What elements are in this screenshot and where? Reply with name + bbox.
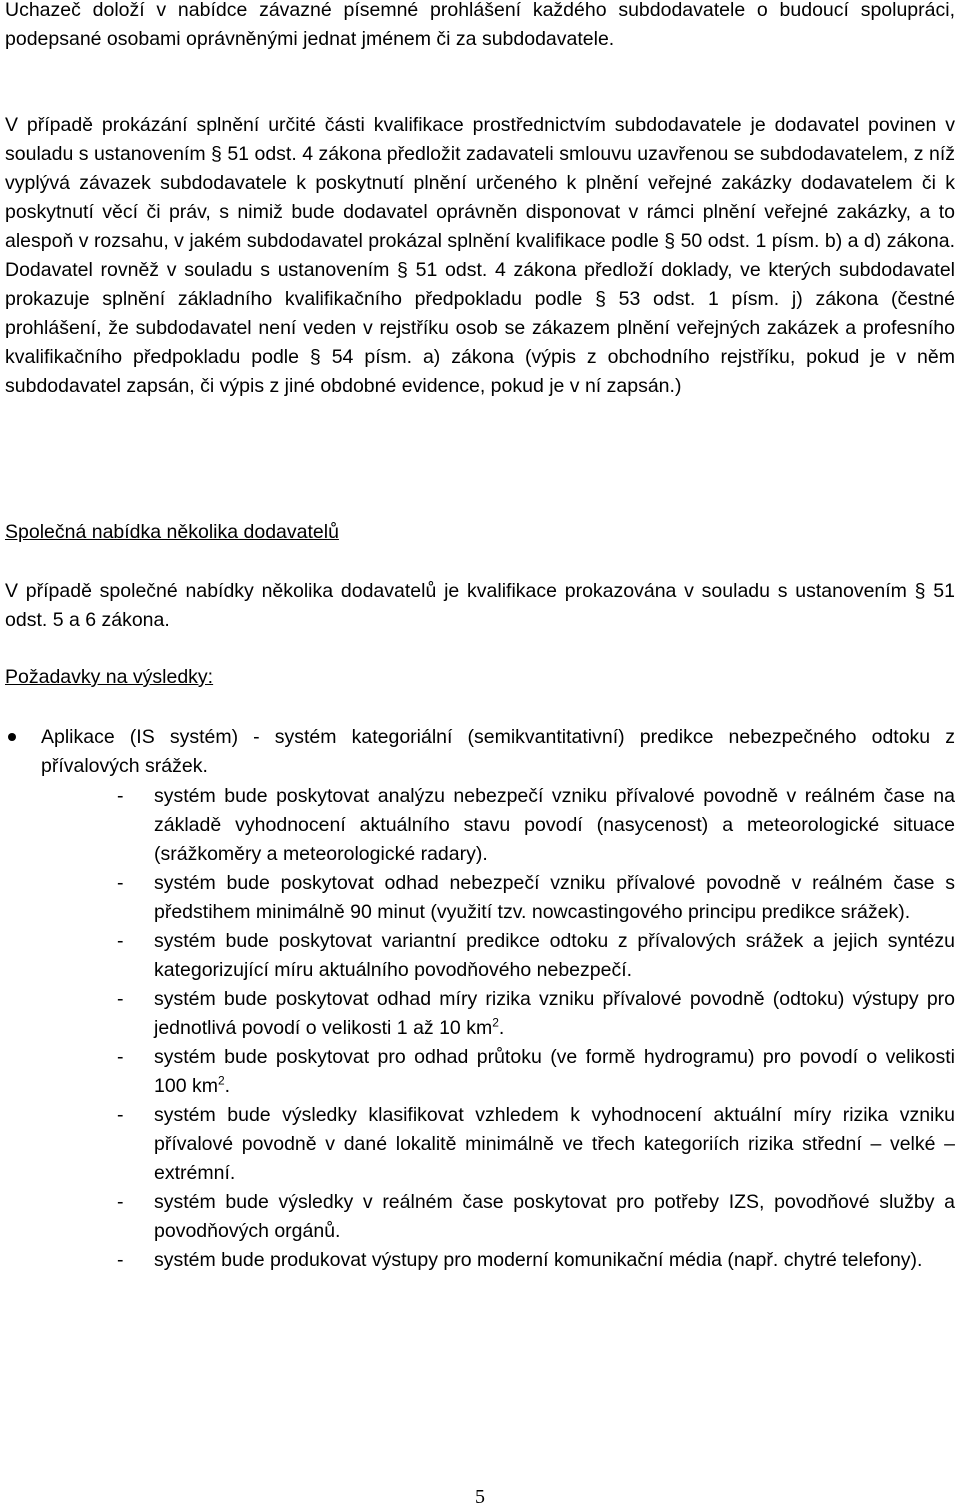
dash-marker: - <box>117 1249 124 1271</box>
page-number: 5 <box>475 1486 485 1508</box>
dash-marker: - <box>117 872 124 894</box>
sentence-period: . <box>224 1075 231 1097</box>
list-item <box>117 985 955 1043</box>
dash-marker: - <box>117 785 124 807</box>
list-item-text: systém bude poskytovat analýzu nebezpečí vzniku přívalové povodně v reálném čase na základě vyhodnocení aktuálního stavu povodí (nasycenost) a meteorologické situace (srážkoměry a meteorologické radary). <box>154 785 955 865</box>
dash-marker: - <box>117 1191 124 1213</box>
paragraph-subcontractor-declaration: Uchazeč doloží v nabídce závazné písemné prohlášení každého subdodavatele o budoucí spolupráci, podepsané osobami oprávněnými jednat jménem či za subdodavatele. <box>5 0 955 50</box>
dash-marker: - <box>117 930 124 952</box>
bullet-item-application <box>5 723 955 781</box>
sentence-period: . <box>498 1017 505 1039</box>
heading-joint-offer: Společná nabídka několika dodavatelů <box>5 521 339 543</box>
list-item <box>117 927 955 985</box>
superscript: 2 <box>217 1073 225 1088</box>
list-item-text: systém bude poskytovat odhad míry rizika vzniku přívalové povodně (odtoku) výstupy pro jednotlivá povodí o velikosti 1 až 10 km <box>154 988 955 1039</box>
bullet-icon <box>5 723 41 741</box>
heading-requirements: Požadavky na výsledky: <box>5 666 214 688</box>
requirements-sub-list <box>117 782 955 1275</box>
list-item-text: systém bude produkovat výstupy pro moderní komunikační média (např. chytré telefony). <box>154 1249 923 1271</box>
dash-marker: - <box>117 1046 124 1068</box>
list-item-text: systém bude poskytovat variantní predikce odtoku z přívalových srážek a jejich syntézu kategorizující míru aktuálního povodňového nebezpečí. <box>154 930 955 981</box>
list-item-text: systém bude výsledky v reálném čase poskytovat pro potřeby IZS, povodňové služby a povodňových orgánů. <box>154 1191 955 1242</box>
dash-marker: - <box>117 988 124 1010</box>
list-item <box>117 1101 955 1188</box>
paragraph-joint-offer: V případě společné nabídky několika dodavatelů je kvalifikace prokazována v souladu s ustanovením § 51 odst. 5 a 6 zákona. <box>5 580 955 631</box>
list-item <box>117 782 955 869</box>
dash-marker: - <box>117 1104 124 1126</box>
list-item <box>117 1043 955 1101</box>
list-item <box>117 1246 955 1275</box>
bullet-text: Aplikace (IS systém) - systém kategoriální (semikvantitativní) predikce nebezpečného odtoku z přívalových srážek. <box>41 726 955 777</box>
list-item <box>117 869 955 927</box>
superscript: 2 <box>492 1015 499 1030</box>
list-item-text: systém bude poskytovat odhad nebezpečí vzniku přívalové povodně v reálném čase s předstihem minimálně 90 minut (využití tzv. nowcastingového principu predikce srážek). <box>154 872 955 923</box>
list-item <box>117 1188 955 1246</box>
paragraph-subcontractor-contract: V případě prokázání splnění určité části kvalifikace prostřednictvím subdodavatele je dodavatel povinen v souladu s ustanovením § 51 odst. 4 zákona předložit zadavateli smlouvu uzavřenou se subdodavatelem, z níž vyplývá závazek subdodavatele k poskytnutí plnění určeného k plnění veřejné zakázky dodavatelem či k poskytnutí věcí či práv, s nimiž bude dodavatel oprávněn disponovat v rámci plnění veřejné zakázky, a to alespoň v rozsahu, v jakém subdodavatel prokázal splnění kvalifikace podle § 50 odst. 1 písm. b) a d) zákona. Dodavatel rovněž v souladu s ustanovením § 51 odst. 4 zákona předloží doklady, ve kterých subdodavatel prokazuje splnění základního kvalifikačního předpokladu podle § 53 odst. 1 písm. j) zákona (čestné prohlášení, že subdodavatel není veden v rejstříku osob se zákazem plnění veřejných zakázek a profesního kvalifikačního předpokladu podle § 54 písm. a) zákona (výpis z obchodního rejstříku, pokud je v něm subdodavatel zapsán, či výpis z jiné obdobné evidence, pokud je v ní zapsán.) <box>5 114 955 397</box>
list-item-text: systém bude výsledky klasifikovat vzhledem k vyhodnocení aktuální míry rizika vzniku přívalové povodně v dané lokalitě minimálně ve třech kategoriích rizika střední – velké – extrémní. <box>154 1104 955 1184</box>
list-item-text: systém bude poskytovat pro odhad průtoku (ve formě hydrogramu) pro povodí o velikosti 100 km <box>154 1046 955 1097</box>
